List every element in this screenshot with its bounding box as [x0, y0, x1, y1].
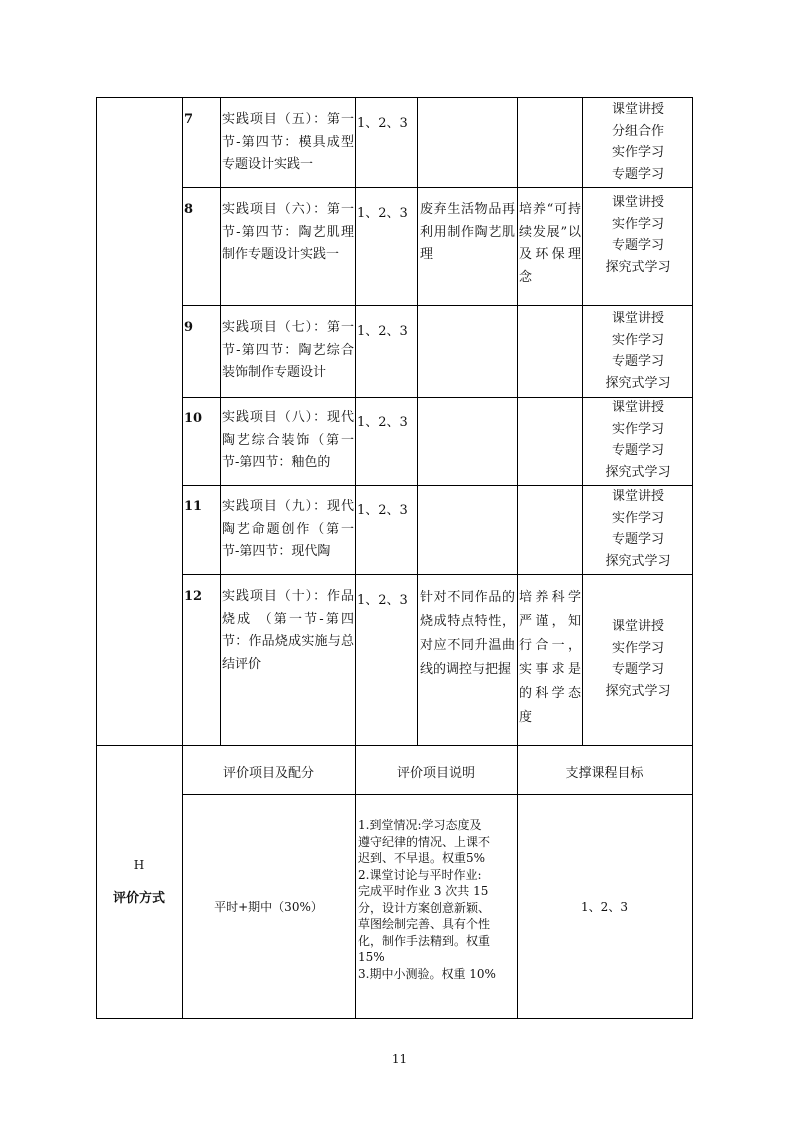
method-item: 探究式学习 [605, 259, 671, 275]
method-item: 课堂讲授 [611, 619, 664, 634]
table-border-right [692, 97, 693, 1019]
method-item: 分组合作 [611, 123, 664, 139]
project-name: 实践项目（八）：现代陶艺综合装饰（第一节-第四节：釉色的 [222, 410, 354, 470]
course-goal: 1、2、3 [357, 503, 408, 518]
method-item: 探究式学习 [605, 553, 671, 569]
method-item: 实作学习 [611, 216, 664, 232]
course-goal: 1、2、3 [357, 324, 408, 339]
civic-content: 针对不同作品的烧成特点特性，对应不同升温曲线的调控与把握 [420, 590, 515, 677]
method-item: 专题学习 [611, 532, 664, 547]
col-divider [517, 97, 518, 1019]
header-eval-item: 评价项目及配分 [222, 766, 314, 781]
header-eval-description: 评价项目说明 [396, 766, 475, 781]
description-line: 迟到、不早退。权重5% [358, 851, 486, 865]
project-name: 实践项目（九）：现代陶艺命题创作（第一节-第四节：现代陶 [222, 499, 354, 559]
project-name: 实践项目（五）：第一节-第四节：模具成型专题设计实践一 [222, 112, 354, 172]
method-item: 专题学习 [611, 354, 664, 369]
method-item: 课堂讲授 [611, 102, 664, 117]
civic-content: 废弃生活物品再利用制作陶艺肌理 [420, 202, 515, 262]
method-item: 课堂讲授 [611, 195, 664, 210]
col-divider [417, 97, 418, 745]
row-number: 12 [184, 589, 203, 604]
method-item: 课堂讲授 [611, 311, 664, 326]
course-goal: 1、2、3 [357, 116, 408, 131]
method-item: 专题学习 [611, 166, 664, 182]
row-number: 8 [184, 202, 194, 217]
teaching-methods [584, 486, 692, 572]
eval-description [358, 817, 516, 982]
description-line: 15% [358, 950, 385, 964]
method-item: 专题学习 [611, 443, 664, 458]
row-divider [182, 187, 693, 188]
col-divider [182, 97, 183, 1019]
row-divider [96, 745, 693, 746]
description-line: 遵守纪律的情况、上课不 [358, 834, 491, 849]
project-name: 实践项目（六）：第一节-第四节：陶艺肌理制作专题设计实践一 [222, 202, 354, 262]
eval-targets: 1、2、3 [581, 900, 628, 914]
table-border-left [96, 97, 97, 1019]
method-item: 探究式学习 [605, 375, 671, 391]
col-divider [355, 97, 356, 1019]
table-border-top [96, 97, 693, 98]
method-item: 实作学习 [611, 332, 664, 348]
eval-item: 平时+期中（30%） [214, 900, 323, 914]
method-item: 实作学习 [611, 640, 664, 656]
col-divider [220, 97, 221, 745]
teaching-methods [584, 99, 692, 185]
section-title: 评价方式 [112, 891, 165, 906]
row-divider [182, 305, 693, 306]
method-item: 探究式学习 [605, 683, 671, 699]
description-line: 分，设计方案创意新颖、 [358, 900, 491, 915]
row-number: 7 [184, 112, 194, 127]
teaching-methods [584, 616, 692, 702]
header-course-targets: 支撑课程目标 [565, 766, 644, 781]
page-number: 11 [391, 1052, 408, 1066]
course-goal: 1、2、3 [357, 206, 408, 221]
course-goal: 1、2、3 [357, 415, 408, 430]
description-line: 化，制作手法精到。权重 [358, 933, 491, 948]
description-line: 完成平时作业 3 次共 15 [358, 884, 489, 898]
row-number: 9 [184, 320, 194, 335]
project-name: 实践项目（十）：作品烧成 （第一节-第四节：作品烧成实施与总结评价 [222, 589, 354, 672]
table-border-bottom [96, 1018, 693, 1019]
method-item: 探究式学习 [605, 464, 671, 480]
method-item: 课堂讲授 [611, 400, 664, 415]
course-goal: 1、2、3 [357, 593, 408, 608]
row-divider [182, 574, 693, 575]
method-item: 实作学习 [611, 145, 664, 160]
col-divider [582, 97, 583, 745]
teaching-methods [584, 308, 692, 394]
method-item: 实作学习 [611, 510, 664, 526]
method-item: 专题学习 [611, 238, 664, 253]
civic-goal: 培养科学严谨，知行合一，实事求是的科学态度 [519, 590, 581, 725]
row-divider [182, 794, 693, 795]
description-line: 2.课堂讨论与平时作业: [358, 867, 482, 882]
description-line: 1.到堂情况:学习态度及 [358, 818, 482, 832]
teaching-methods [584, 397, 692, 483]
project-name: 实践项目（七）：第一节-第四节：陶艺综合装饰制作专题设计 [222, 320, 354, 380]
teaching-methods [584, 192, 692, 278]
method-item: 课堂讲授 [611, 489, 664, 504]
section-letter: H [133, 858, 145, 872]
row-number: 10 [184, 411, 203, 426]
civic-goal: 培养“可持续发展”以及环保理念 [519, 202, 581, 285]
description-line: 草图绘制完善、具有个性 [358, 917, 491, 931]
description-line: 3.期中小测验。权重 10% [358, 966, 496, 981]
method-item: 实作学习 [611, 421, 664, 437]
row-number: 11 [184, 499, 203, 514]
method-item: 专题学习 [611, 662, 664, 677]
